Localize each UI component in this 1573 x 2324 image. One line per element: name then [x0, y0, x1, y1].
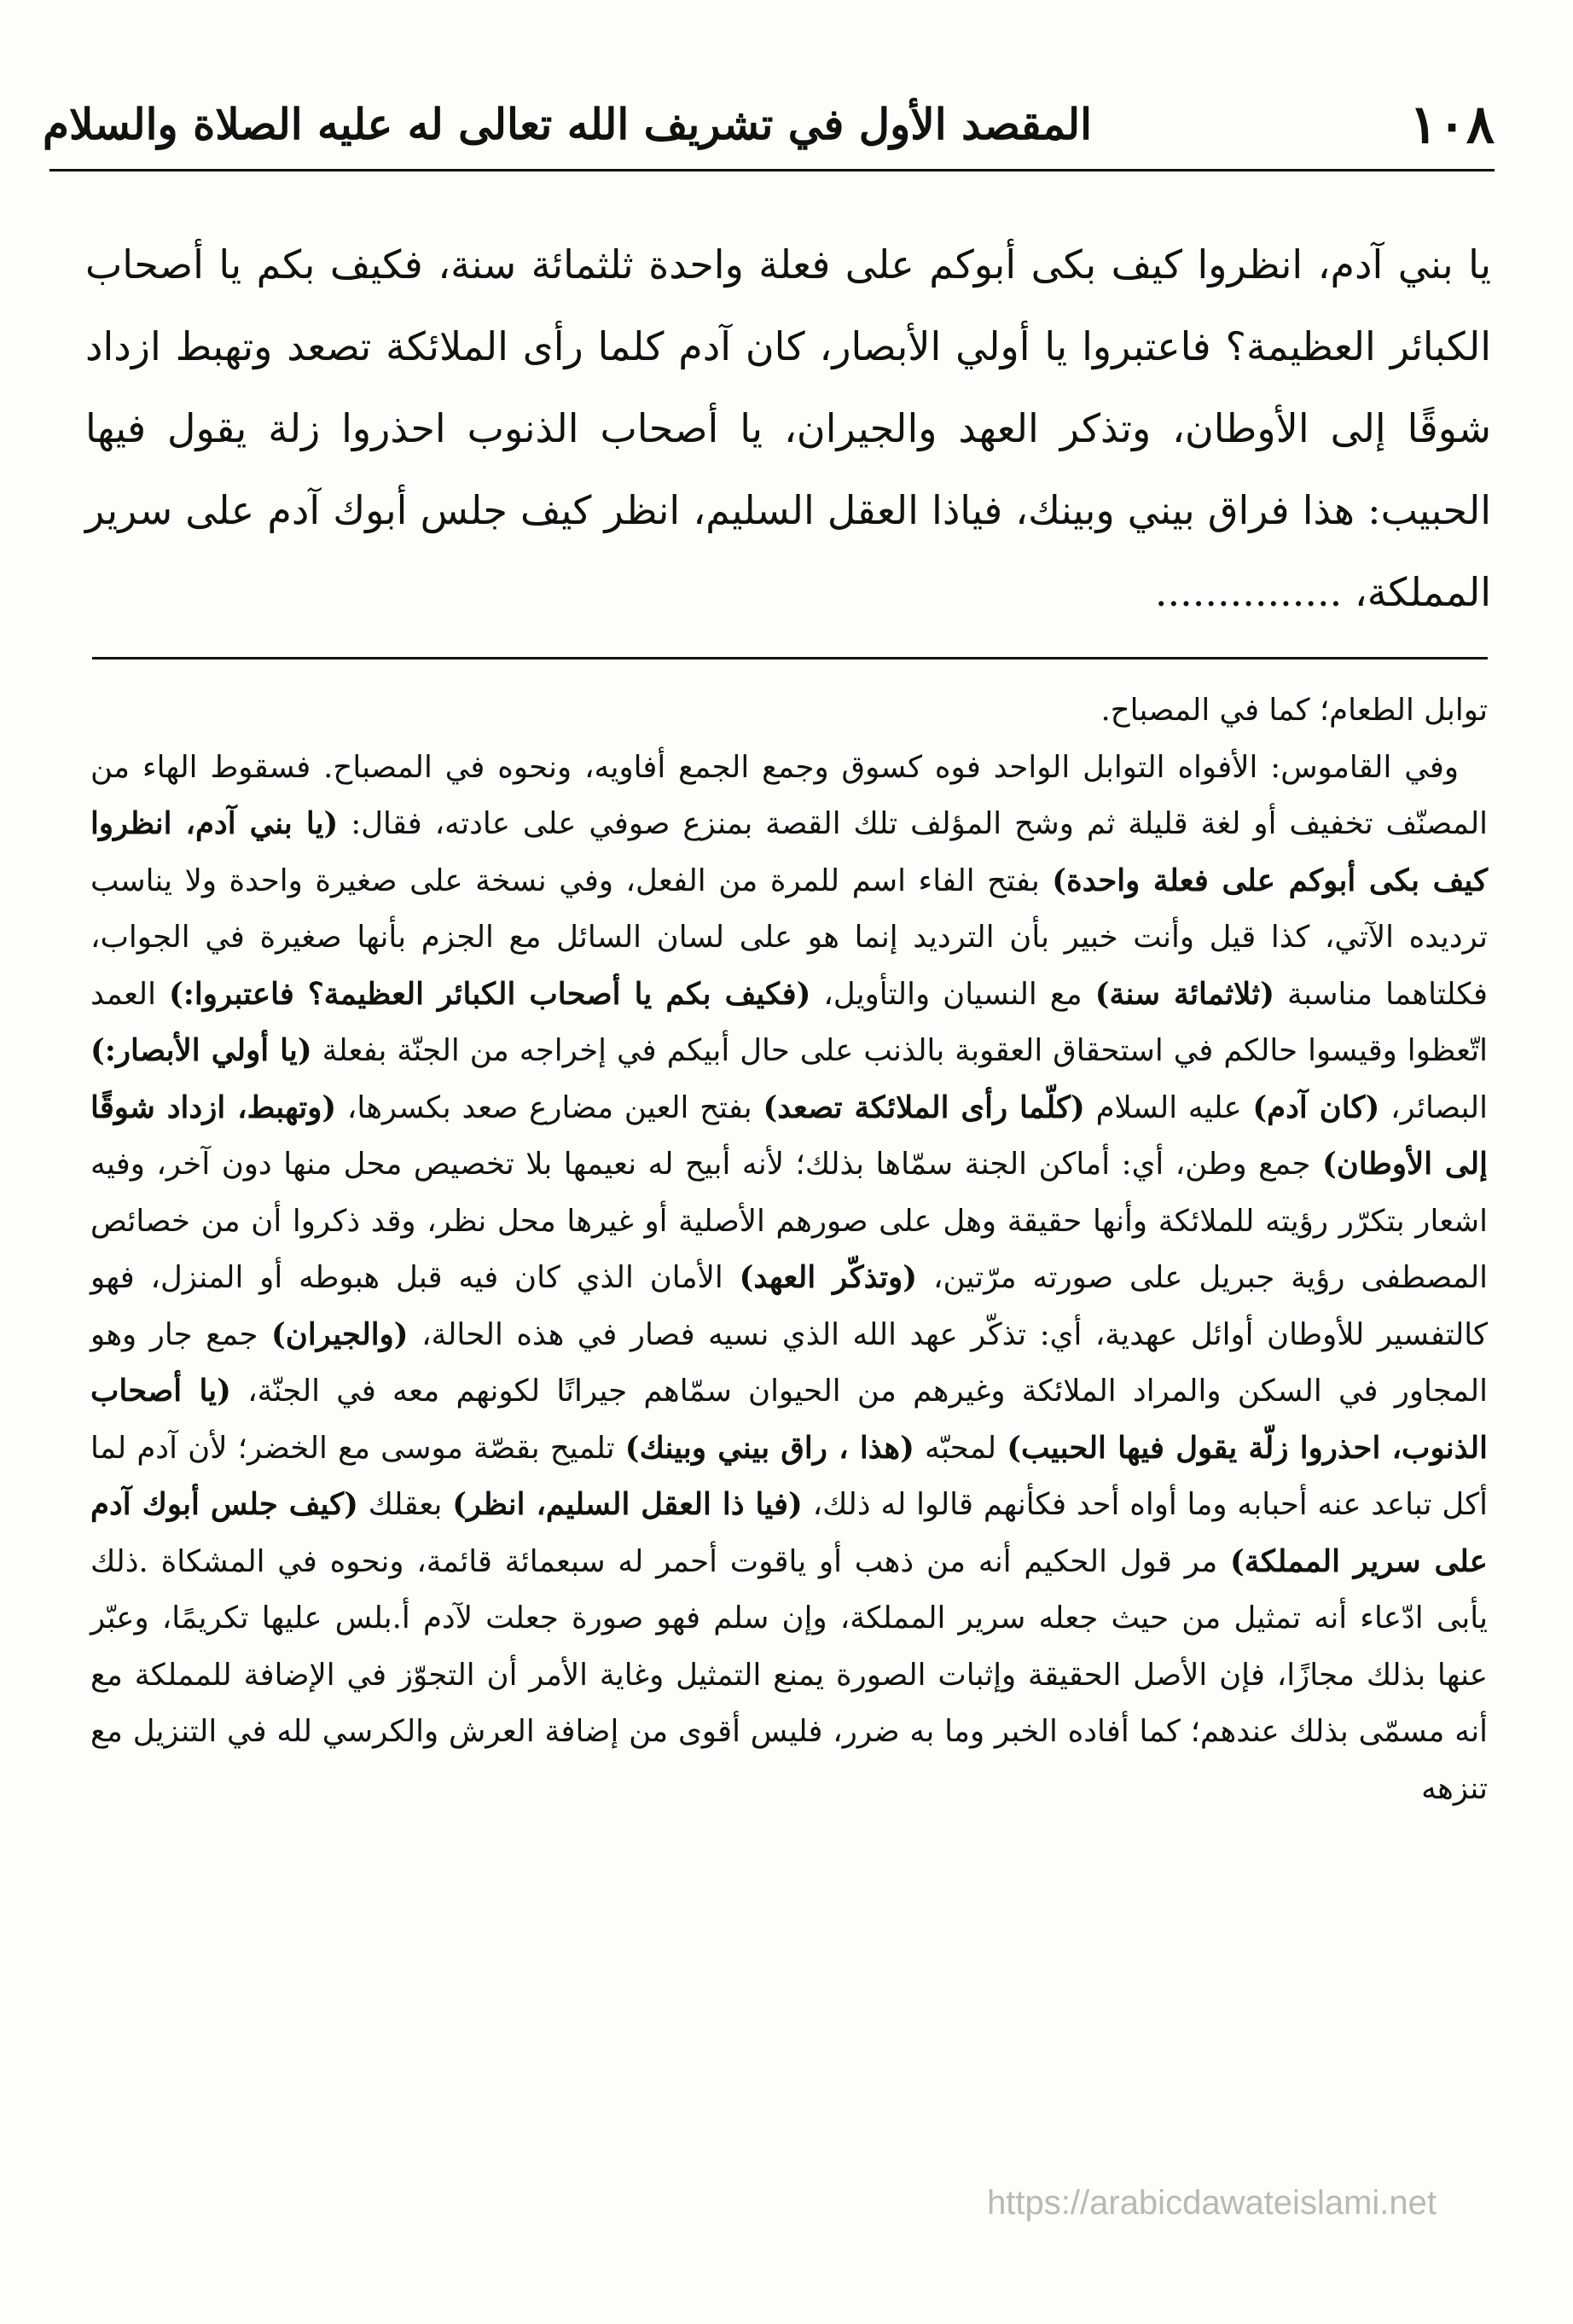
main-text-paragraph: [85, 224, 1491, 633]
commentary-paragraph-1: توابل الطعام؛ كما في المصباح.: [1100, 693, 1488, 728]
main-text-body: يا بني آدم، انظروا كيف بكى أبوكم على فعلة واحدة ثلثمائة سنة، فكيف بكم يا أصحاب الكبائر العظيمة؟ فاعتبروا يا أولي الأبصار، كان آدم كلما رأى الملائكة تصعد وتهبط ازداد شوقًا إلى الأوطان، وتذكر العهد والجيران، يا أصحاب الذنوب احذروا زلة يقول فيها الحبيب: هذا فراق بيني وبينك، فياذا العقل السليم، انظر كيف جلس أبوك آدم على سرير المملكة،: [85, 241, 1491, 615]
quoted-matn-segment: (كيف جلس أبوك آدم على سرير المملكة): [90, 1487, 1488, 1579]
quoted-matn-segment: (كان آدم): [1252, 1089, 1380, 1125]
commentary-segment: جمع جار وهو المجاور في السكن والمراد الملائكة وغيرهم من الحيوان سمّاهم جيرانًا لكونهم معه في الجنّة،: [90, 1316, 1488, 1409]
watermark-url: https://arabicdawateislami.net: [987, 2184, 1437, 2222]
commentary-segment: الأمان الذي كان فيه قبل هبوطه أو المنزل، فهو كالتفسير للأوطان أوائل عهدية، أي: تذكّر عهد الله الذي نسيه فصار في هذه الحالة،: [90, 1260, 1488, 1352]
quoted-matn-segment: (وتذكّر العهد): [739, 1260, 918, 1295]
commentary-segment: مر قول الحكيم أنه من ذهب أو ياقوت أحمر له سبعمائة قائمة، ونحوه في المشكاة .ذلك يأبى ادّعاء أنه تمثيل من حيث جعله سرير المملكة، وإن سلم فهو صورة جعلت لآدم أ.بلس عليها تكريمًا، وعبّر عنها بذلك مجازًا، فإن الأصل الحقيقة وإثبات الصورة يمنع التمثيل وغاية الأمر أن التجوّز في الإضافة للمملكة مع أنه مسمّى بذلك عندهم؛ كما أفاده الخبر وما به ضرر، فليس أقوى من إضافة العرش والكرسي لله في التنزيل مع تنزهه: [90, 1543, 1488, 1806]
quoted-matn-segment: (فكيف بكم يا أصحاب الكبائر العظيمة؟ فاعتبروا:): [168, 976, 811, 1012]
commentary-segment: بفتح العين مضارع صعد بكسرها،: [336, 1089, 763, 1125]
quoted-matn-segment: (يا أولي الأبصار:): [90, 1033, 312, 1068]
commentary-segment: لمحبّه: [914, 1430, 1007, 1466]
commentary-segment: العمد اتّعظوا وقيسوا حالكم في استحقاق العقوبة بالذنب على حال أبيكم في إخراجه من الجنّة بفعلة: [90, 976, 1488, 1068]
quoted-matn-segment: (هذا ، راق بيني وبينك): [624, 1430, 914, 1466]
page-header: [43, 85, 1495, 162]
quoted-matn-segment: (يا بني آدم، انظروا كيف بكى أبوكم على فعلة واحدة): [90, 806, 1488, 898]
quoted-matn-segment: (يا أصحاب الذنوب، احذروا زلّة يقول فيها الحبيب): [90, 1374, 1488, 1466]
commentary-segment: وفي القاموس: الأفواه التوابل الواحد فوه كسوق وجمع الجمع أفاويه، ونحوه في المصباح. فسقوط الهاء من المصنّف تخفيف أو لغة قليلة ثم وشح المؤلف تلك القصة بمنزع صوفي على عادته، فقال:: [90, 749, 1488, 841]
commentary-segment: البصائر،: [1379, 1089, 1488, 1125]
commentary-segment: مع النسيان والتأويل،: [810, 976, 1095, 1012]
page-number: ١٠٨: [1409, 92, 1495, 155]
commentary-segment: تلميح بقصّة موسى مع الخضر؛ لأن آدم لما أكل تباعد عنه أحبابه وما أواه أحد فكأنهم قالوا له ذلك،: [90, 1430, 1489, 1522]
quoted-matn-segment: (فيا ذا العقل السليم، انظر): [452, 1487, 803, 1522]
commentary: [90, 683, 1488, 1817]
commentary-segment: بفتح الفاء اسم للمرة من الفعل، وفي نسخة على صغيرة واحدة ولا يناسب ترديده الآتي، كذا قيل وأنت خبير بأن الترديد إنما هو على لسان السائل مع الجزم بأنها صغيرة في الجواب، فكلتاهما مناسبة: [90, 863, 1488, 1012]
quoted-matn-segment: (كلّما رأى الملائكة تصعد): [763, 1089, 1085, 1125]
main-text: [85, 224, 1491, 633]
section-divider: [92, 657, 1488, 659]
quoted-matn-segment: (وتهبط، ازداد شوقًا إلى الأوطان): [90, 1089, 1488, 1182]
header-rule: [49, 169, 1495, 171]
quoted-matn-segment: (والجيران): [271, 1316, 409, 1352]
quoted-matn-segment: (ثلاثمائة سنة): [1094, 976, 1275, 1012]
main-text-ellipsis: ...............: [1154, 569, 1343, 615]
commentary-segment: عليه السلام: [1084, 1089, 1253, 1125]
commentary-segment: بعقلك: [357, 1487, 453, 1522]
commentary-segment: جمع وطن، أي: أماكن الجنة سمّاها بذلك؛ لأنه أبيح له نعيمها بلا تخصيص محل منها دون آخر، وفيه اشعار بتكرّر رؤيته للملائكة وأنها حقيقة وهل على صورهم الأصلية أو غيرها محل نظر، وقد ذكروا أن من خصائص المصطفى رؤية جبريل على صورته مرّتين،: [90, 1147, 1488, 1295]
commentary-paragraph-2: [90, 740, 1488, 1818]
running-title: المقصد الأول في تشريف الله تعالى له عليه الصلاة والسلام: [43, 98, 1093, 149]
